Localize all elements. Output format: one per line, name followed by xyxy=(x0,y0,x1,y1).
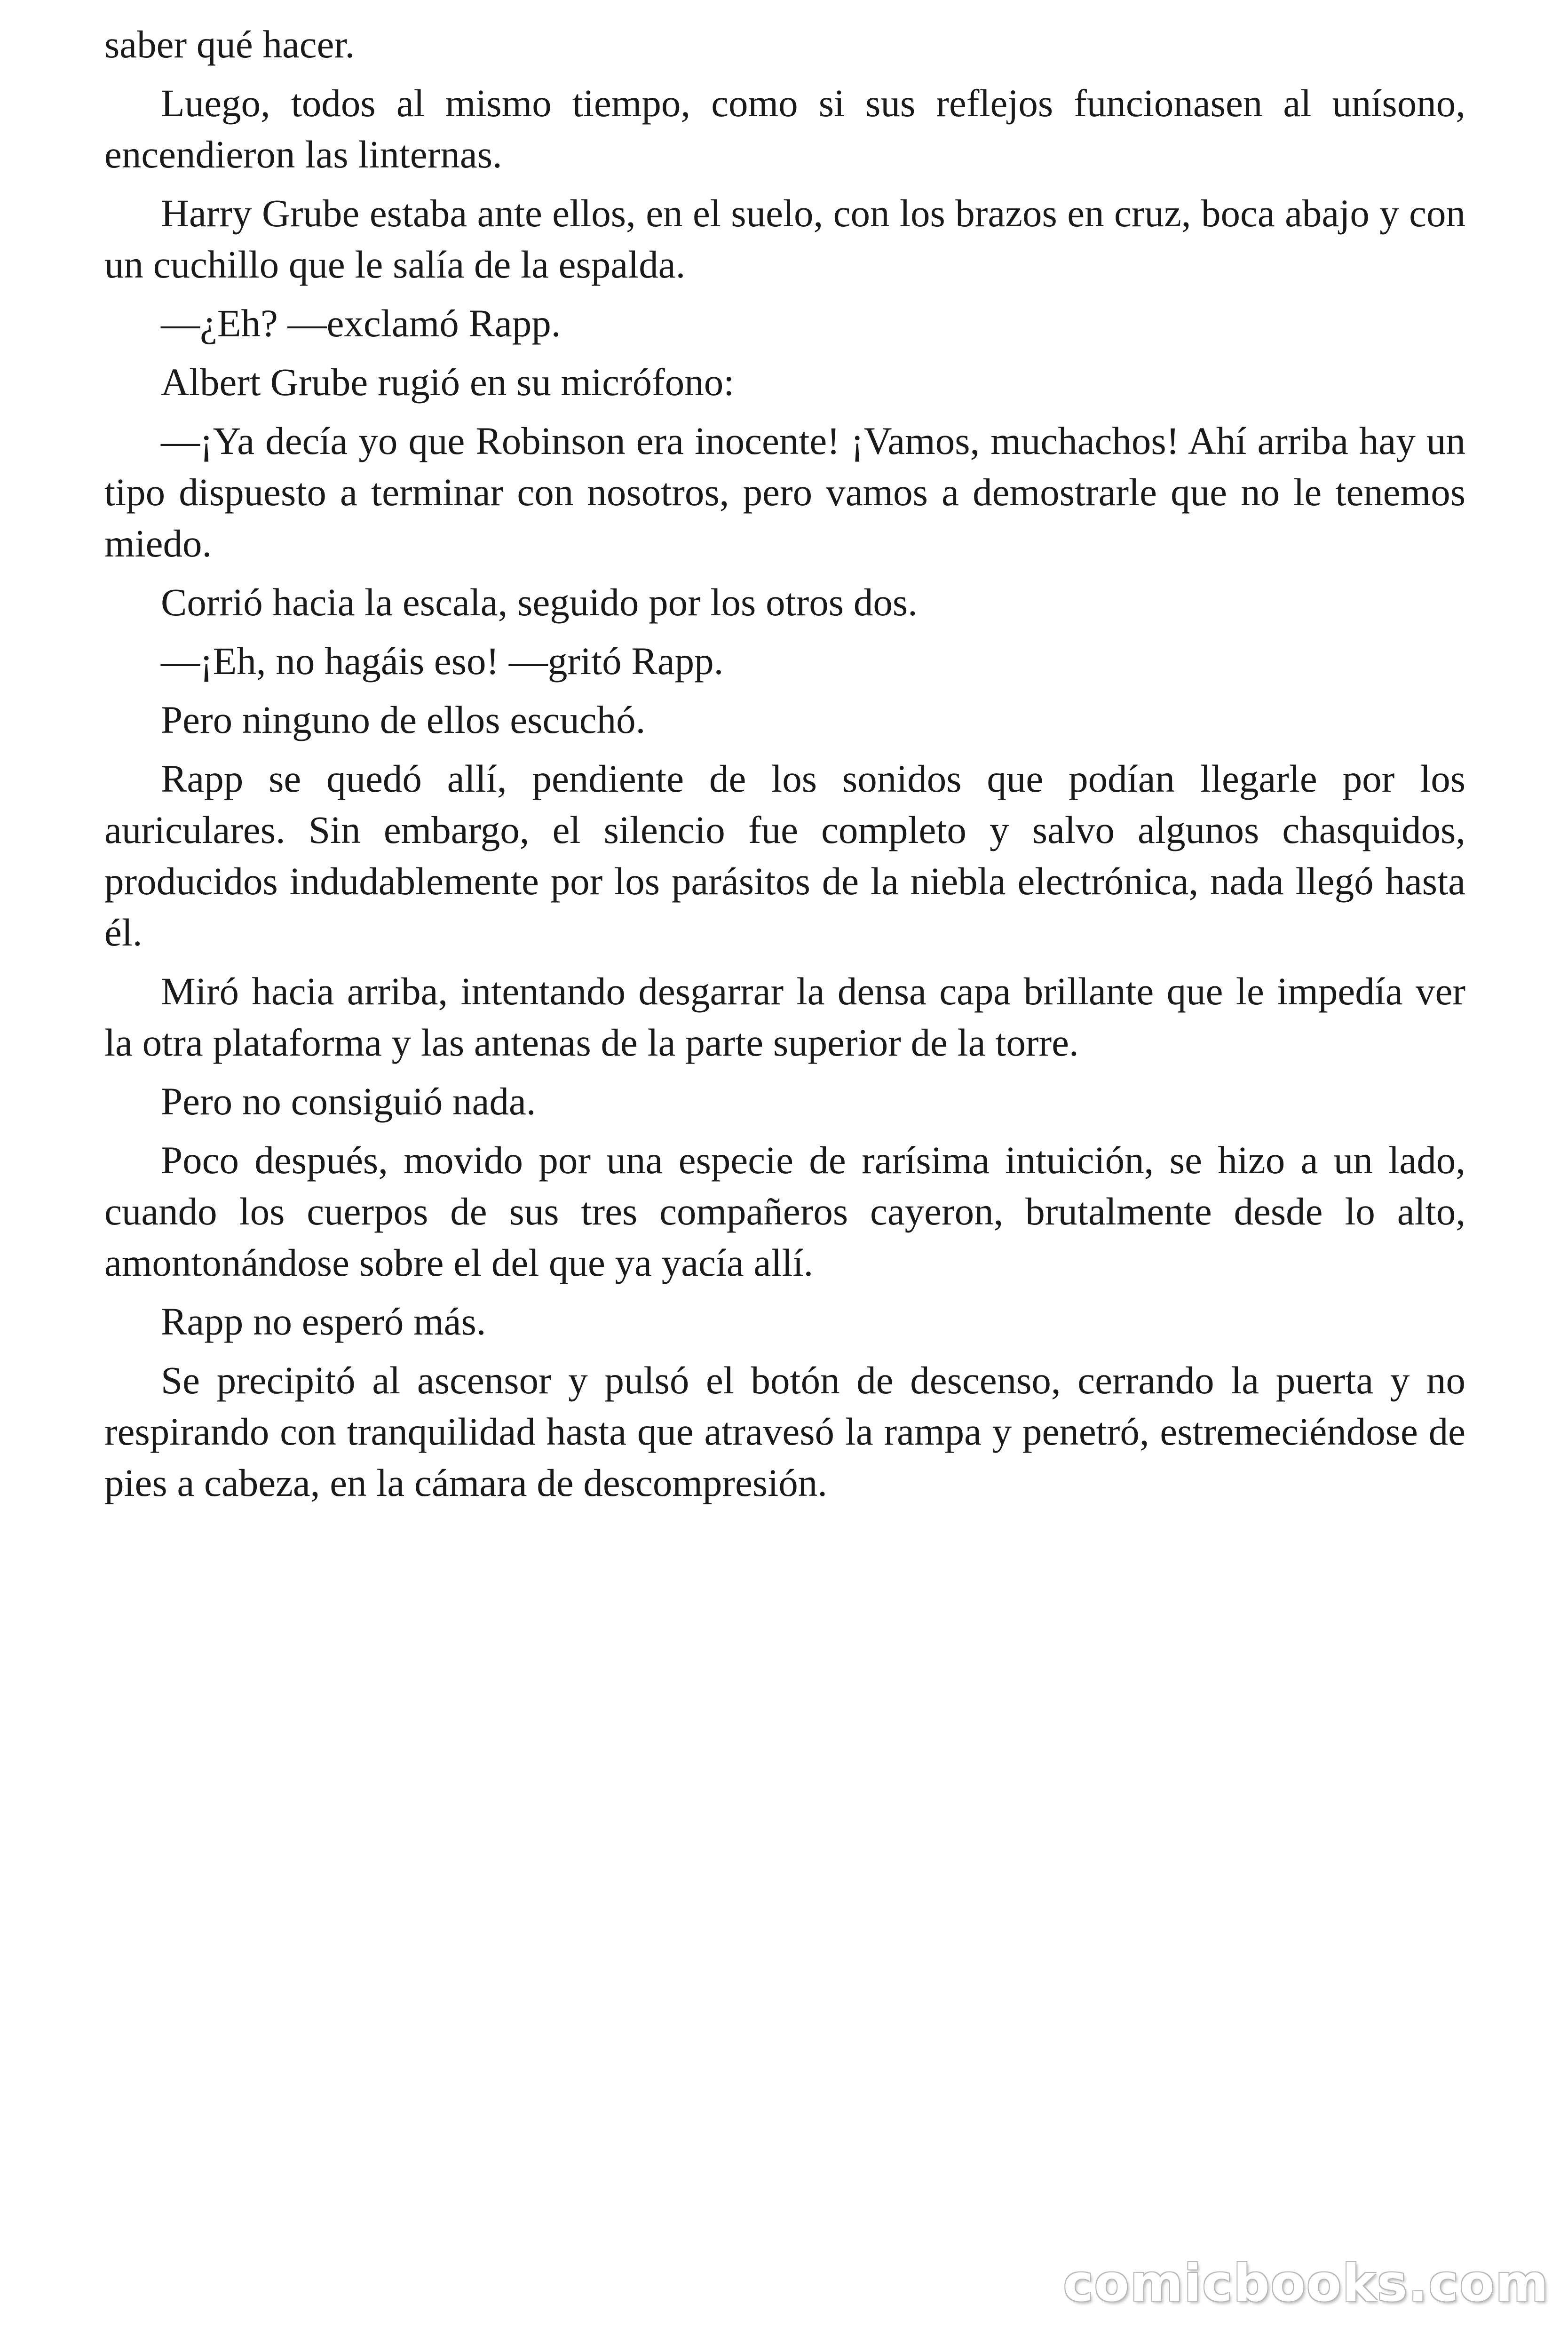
paragraph: Poco después, movido por una especie de rarísima intuición, se hizo a un lado, cuando los cuerpos de sus tres compañeros cayeron, brutalmente desde lo alto, amontonándose sobre el del que ya yacía allí. xyxy=(104,1138,1465,1284)
paragraph: Harry Grube estaba ante ellos, en el suelo, con los brazos en cruz, boca abajo y con un cuchillo que le salía de la espalda. xyxy=(104,191,1465,286)
paragraph: Albert Grube rugió en su micrófono: xyxy=(161,360,735,404)
paragraph: —¿Eh? —exclamó Rapp. xyxy=(161,302,561,345)
paragraph: Corrió hacia la escala, seguido por los otros dos. xyxy=(161,580,918,624)
paragraph: Rapp no esperó más. xyxy=(161,1300,486,1343)
paragraph: —¡Eh, no hagáis eso! —gritó Rapp. xyxy=(161,639,724,683)
paragraph: Pero ninguno de ellos escuchó. xyxy=(161,698,646,741)
site-watermark: comicbooks.com xyxy=(1063,2254,1549,2313)
paragraph: —¡Ya decía yo que Robinson era inocente! ¡Vamos, muchachos! Ahí arriba hay un tipo dispuesto a terminar con nosotros, pero vamos a demostrarle que no le tenemos miedo. xyxy=(104,419,1465,565)
paragraph: saber qué hacer. xyxy=(104,23,355,66)
paragraph: Se precipitó al ascensor y pulsó el botón de descenso, cerrando la puerta y no respirando con tranquilidad hasta que atravesó la rampa y penetró, estremeciéndose de pies a cabeza, en la cámara de descompresión. xyxy=(104,1359,1465,1504)
paragraph: Rapp se quedó allí, pendiente de los sonidos que podían llegarle por los auriculares. Sin embargo, el silencio fue completo y salvo algunos chasquidos, producidos indudablemente por los parásitos de la niebla electrónica, nada llegó hasta él. xyxy=(104,757,1465,954)
page-body-text xyxy=(104,19,1465,1516)
paragraph: Miró hacia arriba, intentando desgarrar la densa capa brillante que le impedía ver la otra plataforma y las antenas de la parte superior de la torre. xyxy=(104,969,1465,1064)
paragraph: Pero no consiguió nada. xyxy=(161,1080,536,1123)
paragraph: Luego, todos al mismo tiempo, como si sus reflejos funcionasen al unísono, encendieron las linternas. xyxy=(104,81,1465,176)
